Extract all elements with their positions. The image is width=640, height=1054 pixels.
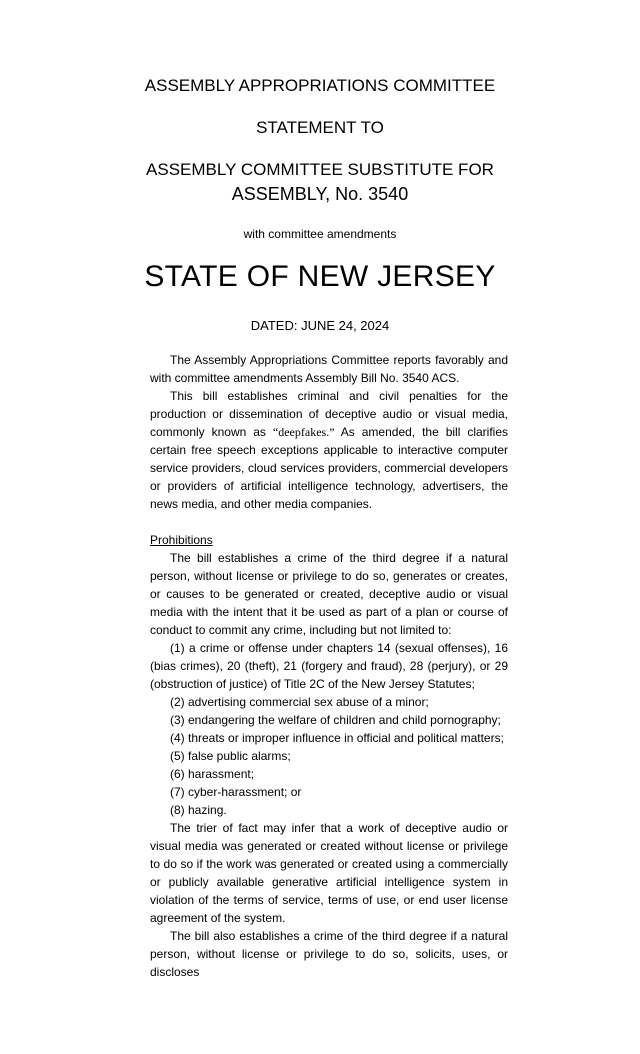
list-item: (5) false public alarms;: [170, 749, 291, 763]
list-item: (6) harassment;: [170, 767, 255, 781]
paragraph-additional-crime: The bill also establishes a crime of the third degree if a natural person, without license or privilege to do so, solicits, uses, or discloses: [150, 929, 508, 979]
statement-body: [150, 351, 508, 981]
list-item: (3) endangering the welfare of children and child pornography;: [170, 713, 501, 727]
paragraph-summary: This bill establishes criminal and civil penalties for the production or dissemination of deceptive audio or visual media, commonly known as “deepfakes.” As amended, the bill clarifies certain free speech exceptions applicable to interactive computer service providers, cloud services providers, commercial developers or providers of artificial intelligence technology, advertisers, the news media, and other media companies.: [150, 389, 508, 511]
paragraph-prohibition: The bill establishes a crime of the third degree if a natural person, without license or privilege to do so, generates or creates, or causes to be generated or created, deceptive audio or visual media with the intent that it be used as part of a plan or course of conduct to commit any crime, including but not limited to:: [150, 551, 508, 637]
substitute-title: ASSEMBLY COMMITTEE SUBSTITUTE FOR: [146, 160, 494, 179]
amendments-note: with committee amendments: [243, 227, 397, 241]
paragraph-intro: The Assembly Appropriations Committee reports favorably and with committee amendments Assembly Bill No. 3540 ACS.: [150, 353, 508, 385]
committee-name: ASSEMBLY APPROPRIATIONS COMMITTEE: [144, 76, 496, 95]
list-item: (2) advertising commercial sex abuse of a minor;: [170, 695, 429, 709]
dated-line: DATED: JUNE 24, 2024: [250, 318, 390, 333]
list-item: (7) cyber-harassment; or: [170, 785, 302, 799]
paragraph-inference: The trier of fact may infer that a work of deceptive audio or visual media was generated or created without license or privilege to do so if the work was generated or created using a commercially or publicly available generative artificial intelligence system in violation of the terms of service, terms of use, or end user license agreement of the system.: [150, 821, 508, 925]
deepfakes-term: “deepfakes.”: [272, 425, 335, 439]
state-title: STATE OF NEW JERSEY: [144, 260, 496, 293]
statement-to: STATEMENT TO: [256, 118, 384, 137]
list-item: (4) threats or improper influence in official and political matters;: [170, 731, 504, 745]
list-item: (8) hazing.: [170, 803, 227, 817]
bill-number: ASSEMBLY, No. 3540: [231, 184, 409, 204]
section-heading-prohibitions: Prohibitions: [150, 533, 213, 547]
list-item: (1) a crime or offense under chapters 14 (sexual offenses), 16 (bias crimes), 20 (theft), 21 (forgery and fraud), 28 (perjury), or 29 (obstruction of justice) of Title 2C of the New Jersey Statutes;: [150, 641, 508, 691]
